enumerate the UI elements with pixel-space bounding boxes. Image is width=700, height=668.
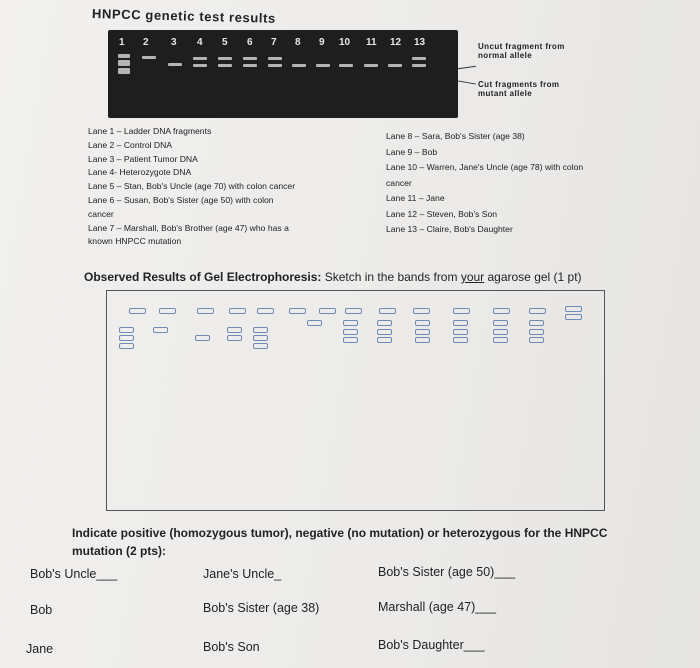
gel-image <box>108 30 458 118</box>
gel-band <box>118 54 130 58</box>
drawn-band <box>343 320 358 326</box>
drawn-band <box>227 327 242 333</box>
answer-marshall[interactable] <box>378 600 496 614</box>
lane-description: cancer <box>386 177 412 188</box>
lane-number: 2 <box>143 37 149 48</box>
drawn-well <box>345 308 362 314</box>
answer-label: Bob's Sister (age 50) <box>378 565 495 579</box>
lane-number: 6 <box>247 37 253 48</box>
drawn-well <box>319 308 336 314</box>
drawn-band <box>307 320 322 326</box>
drawn-band <box>415 329 430 335</box>
gel-band <box>316 64 330 67</box>
drawn-well <box>197 308 214 314</box>
lane-description: Lane 11 – Jane <box>386 193 445 203</box>
lane-description: Lane 9 – Bob <box>386 146 438 157</box>
drawn-band <box>343 329 358 335</box>
answer-blank[interactable]: ___ <box>463 638 485 652</box>
lane-description: Lane 6 – Susan, Bob's Sister (age 50) with colon <box>88 194 274 205</box>
sketch-gel-box[interactable] <box>106 290 605 511</box>
lane-description: Lane 5 – Stan, Bob's Uncle (age 70) with colon cancer <box>88 181 296 192</box>
answer-bobs-daughter[interactable] <box>378 638 485 652</box>
drawn-well <box>129 308 146 314</box>
lane-description: known HNPCC mutation <box>88 236 182 247</box>
gel-band <box>193 64 207 67</box>
lane-number: 3 <box>171 37 177 48</box>
answer-bobs-son[interactable] <box>203 640 260 654</box>
observed-your: your <box>460 270 485 284</box>
observed-text: Sketch in the bands from <box>321 270 461 284</box>
lane-number: 5 <box>222 37 228 48</box>
drawn-band <box>119 335 134 341</box>
gel-band <box>168 63 182 66</box>
drawn-band <box>343 337 358 343</box>
answer-label: Bob's Uncle <box>30 567 97 581</box>
drawn-well <box>493 308 510 314</box>
lane-description: Lane 13 – Claire, Bob's Daughter <box>386 224 513 234</box>
lane-number: 13 <box>414 37 426 48</box>
drawn-band <box>415 320 430 326</box>
drawn-band <box>253 335 268 341</box>
drawn-well <box>565 306 582 312</box>
lane-description: Lane 7 – Marshall, Bob's Brother (age 47) who has a <box>88 222 289 233</box>
drawn-band <box>453 329 468 335</box>
answer-bobs-sister-38[interactable] <box>203 601 319 615</box>
observed-heading: Observed Results of Gel Electrophoresis: <box>84 270 322 284</box>
drawn-band <box>377 337 392 343</box>
gel-band <box>268 57 282 60</box>
gel-band <box>268 64 282 67</box>
legend-pointer-line <box>458 66 476 69</box>
drawn-band <box>529 320 544 326</box>
drawn-band <box>227 335 242 341</box>
answer-blank[interactable]: ___ <box>494 565 516 579</box>
lane-number: 1 <box>119 37 125 48</box>
indicate-line: Indicate positive (homozygous tumor), negative (no mutation) or heterozygous for the HNPCC <box>72 526 608 540</box>
drawn-well <box>289 308 306 314</box>
gel-band <box>292 64 306 67</box>
answer-blank[interactable]: ___ <box>475 600 497 614</box>
drawn-well <box>529 308 546 314</box>
lane-description: Lane 2 – Control DNA <box>88 139 173 150</box>
drawn-band <box>119 343 134 349</box>
drawn-band <box>453 337 468 343</box>
drawn-well <box>159 308 176 314</box>
lane-number: 8 <box>295 37 301 48</box>
gel-band <box>118 68 130 74</box>
drawn-well <box>229 308 246 314</box>
gel-band <box>339 64 353 67</box>
drawn-band <box>529 329 544 335</box>
gel-band <box>218 64 232 67</box>
drawn-well <box>565 314 582 320</box>
answer-blank[interactable]: _ <box>274 567 282 581</box>
gel-band <box>412 64 426 67</box>
lane-number: 4 <box>197 37 203 48</box>
lane-description: Lane 3 – Patient Tumor DNA <box>88 153 198 164</box>
indicate-line: mutation (2 pts): <box>72 544 166 558</box>
drawn-well <box>379 308 396 314</box>
answer-label: Bob <box>30 603 53 617</box>
gel-band <box>243 57 257 60</box>
answer-label: Marshall (age 47) <box>378 600 476 614</box>
lane-description: Lane 12 – Steven, Bob's Son <box>386 208 498 219</box>
lane-description: Lane 4- Heterozygote DNA <box>88 167 192 178</box>
page-title: HNPCC genetic test results <box>91 6 277 26</box>
answer-label: Jane's Uncle <box>203 567 275 581</box>
gel-band <box>364 64 378 67</box>
drawn-band <box>195 335 210 341</box>
drawn-band <box>119 327 134 333</box>
observed-text: agarose gel (1 pt) <box>484 270 582 284</box>
lane-number: 7 <box>271 37 277 48</box>
answer-bob[interactable] <box>30 603 52 617</box>
lane-number: 11 <box>366 37 377 48</box>
answer-janes-uncle[interactable] <box>203 567 281 581</box>
lane-description: Lane 1 – Ladder DNA fragments <box>88 126 212 136</box>
legend-cut-label: Cut fragments from mutant allele <box>478 80 560 98</box>
lane-description: cancer <box>88 208 114 219</box>
drawn-band <box>415 337 430 343</box>
lane-description: Lane 10 – Warren, Jane's Uncle (age 78) with colon <box>386 162 584 172</box>
lane-description: Lane 8 – Sara, Bob's Sister (age 38) <box>386 131 525 141</box>
gel-band <box>388 64 402 67</box>
drawn-band <box>253 343 268 349</box>
drawn-band <box>493 337 508 343</box>
drawn-band <box>153 327 168 333</box>
drawn-band <box>377 329 392 335</box>
drawn-band <box>493 320 508 326</box>
answer-jane[interactable] <box>26 642 53 656</box>
drawn-band <box>253 327 268 333</box>
drawn-well <box>257 308 274 314</box>
lane-number: 12 <box>390 37 402 48</box>
drawn-well <box>413 308 430 314</box>
lane-number: 9 <box>319 37 325 48</box>
answer-label: Jane <box>26 642 54 656</box>
gel-band <box>412 57 426 60</box>
lane-number: 10 <box>339 37 351 48</box>
gel-band <box>193 57 207 60</box>
legend-pointer-line <box>458 80 476 84</box>
drawn-band <box>529 337 544 343</box>
drawn-band <box>377 320 392 326</box>
answer-bobs-uncle[interactable] <box>30 567 117 581</box>
answer-bobs-sister-50[interactable] <box>378 565 515 579</box>
gel-band <box>218 57 232 60</box>
answer-label: Bob's Daughter <box>378 638 464 652</box>
indicate-instructions <box>72 524 672 560</box>
gel-band <box>142 56 156 59</box>
lane-list-right <box>386 129 583 238</box>
answer-label: Bob's Sister (age 38) <box>203 601 320 615</box>
lane-list-left <box>88 125 295 249</box>
drawn-band <box>453 320 468 326</box>
drawn-well <box>453 308 470 314</box>
drawn-band <box>493 329 508 335</box>
gel-band <box>243 64 257 67</box>
answer-blank[interactable]: ___ <box>96 567 118 581</box>
observed-instructions <box>84 270 582 284</box>
answer-label: Bob's Son <box>203 640 260 654</box>
gel-band <box>118 60 130 66</box>
legend-uncut-label: Uncut fragment from normal allele <box>478 42 565 60</box>
